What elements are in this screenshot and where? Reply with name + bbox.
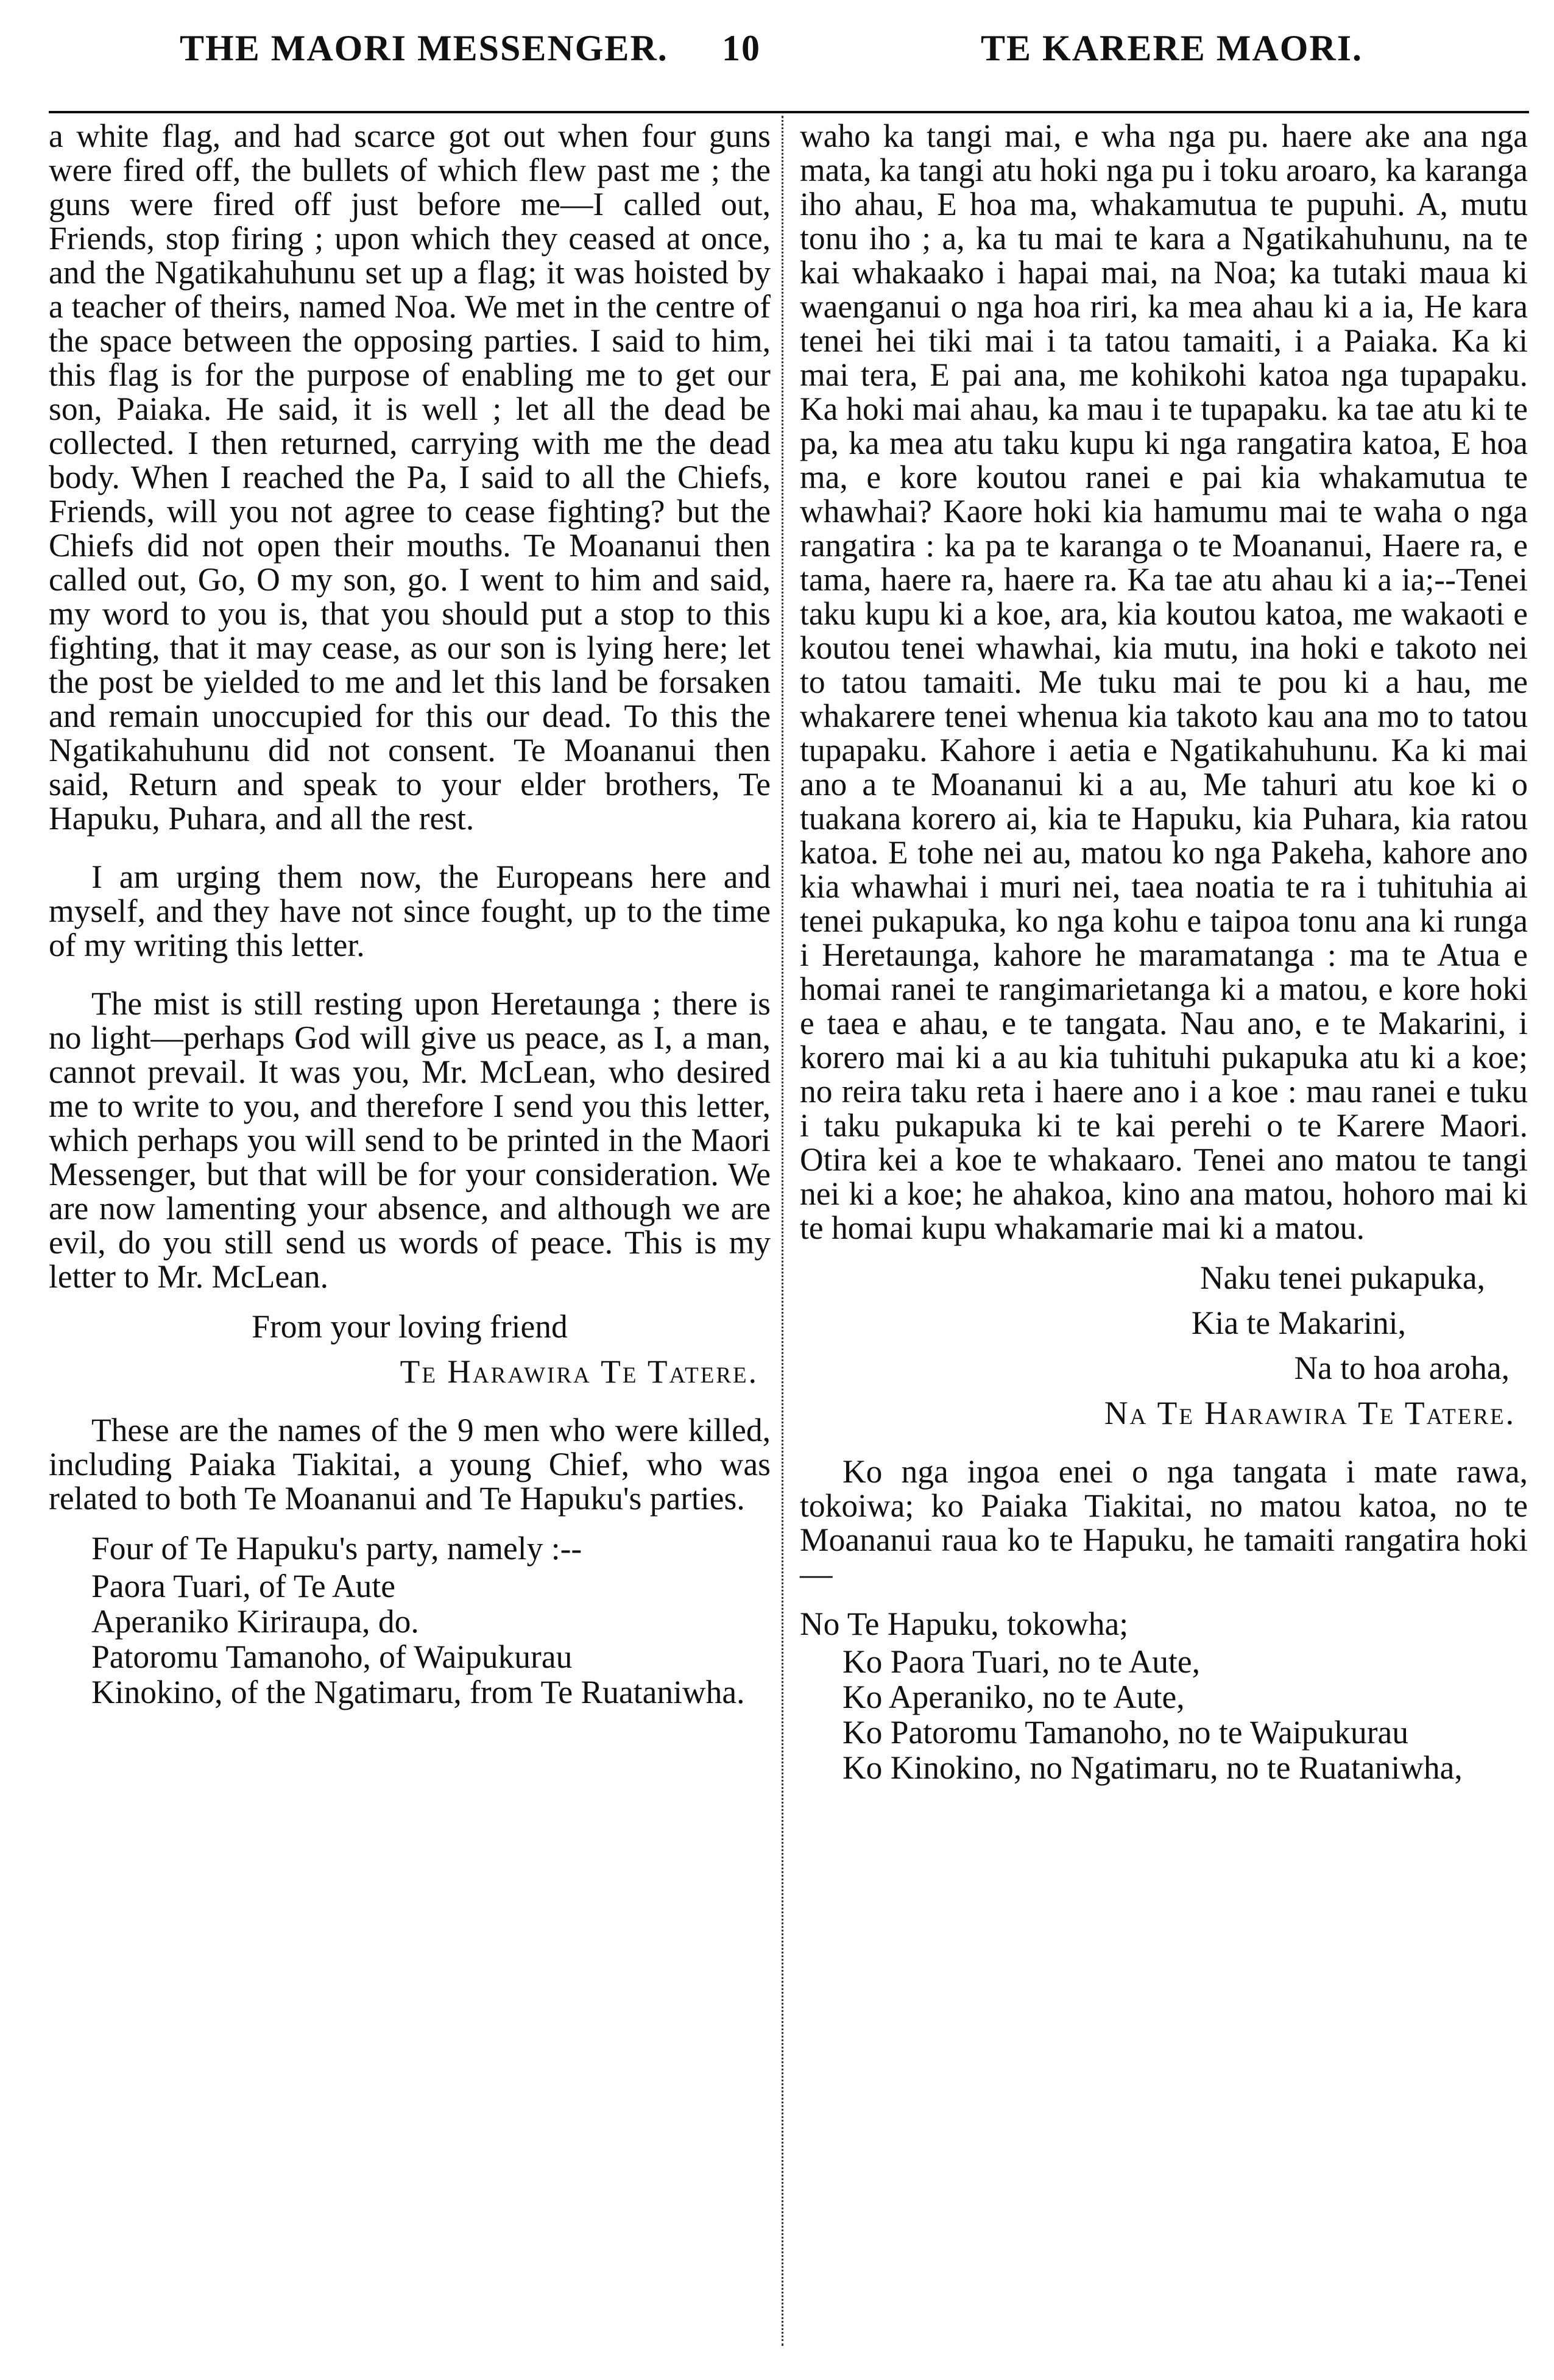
list-item: Kinokino, of the Ngatimaru, from Te Ruataniwha.: [91, 1674, 745, 1710]
english-signature: Te Harawira Te Tatere.: [400, 1353, 758, 1390]
maori-column: [800, 119, 1528, 1786]
english-column: [49, 119, 771, 1710]
list-item: Ko Paora Tuari, no te Aute,: [842, 1643, 1200, 1680]
maori-paragraph-2: Ko nga ingoa enei o nga tangata i mate rawa, tokoiwa; ko Paiaka Tiakitai, no matou katoa, no te Moananui raua ko te Hapuku, he tamaiti rangatira hoki—: [800, 1453, 1528, 1592]
maori-closing-2: Kia te Makarini,: [1191, 1305, 1406, 1341]
english-paragraph-3: The mist is still resting upon Heretaunga ; there is no light—perhaps God will give us peace, as I, a man, cannot prevail. It was you, Mr. McLean, who desired me to write to you, and therefore I send you this letter, which perhaps you will send to be printed in the Maori Messenger, but that will be for your consideration. We are now lamenting your absence, and although we are evil, do you still send us words of peace. This is my letter to Mr. McLean.: [49, 985, 771, 1295]
list-item: Paora Tuari, of Te Aute: [91, 1568, 396, 1604]
list-item: Patoromu Tamanoho, of Waipukurau: [91, 1638, 573, 1675]
list-item: Ko Kinokino, no Ngatimaru, no te Ruataniwha,: [842, 1749, 1463, 1786]
maori-signature: Na Te Harawira Te Tatere.: [1104, 1395, 1516, 1431]
maori-closing-1: Naku tenei pukapuka,: [1200, 1259, 1485, 1296]
page-number: 10: [722, 28, 761, 68]
header-rule: [49, 111, 1529, 113]
english-paragraph-2: I am urging them now, the Europeans here and myself, and they have not since fought, up to the time of my writing this letter.: [49, 859, 771, 963]
maori-title: TE KARERE MAORI.: [981, 28, 1363, 68]
list-item: Ko Patoromu Tamanoho, no te Waipukurau: [842, 1714, 1409, 1751]
column-divider: [782, 116, 783, 2346]
english-names-list: [49, 1569, 771, 1709]
maori-paragraph-1: waho ka tangi mai, e wha nga pu. haere ake ana nga mata, ka tangi atu hoki nga pu i toku aroaro, ka karanga iho ahau, E hoa ma, whakamutua te pupuhi. A, mutu tonu iho ; a, ka tu mai te kara a Ngatikahuhunu, na te kai whakaako i hapai mai, na Noa; ka tutaki maua ki waenganui o nga hoa riri, ka mea ahau ki a ia, He kara tenei hei tiki mai i ta tatou tamaiti, i a Paiaka. Ka ki mai tera, E pai ana, me kohikohi katoa nga tupapaku. Ka hoki mai ahau, ka mau i te tupapaku. ka tae atu ki te pa, ka mea atu taku kupu ki nga rangatira katoa, E hoa ma, e kore koutou ranei e pai kia whakamutua te whawhai? Kaore hoki kia hamumu mai te waha o nga rangatira : ka pa te karanga o te Moananui, Haere ra, e tama, haere ra, haere ra. Ka tae atu ahau ki a ia;--Tenei taku kupu ki a koe, ara, kia koutou katoa, me wakaoti e koutou tenei whawhai, kia mutu, ina hoki e takoto nei to tatou tamaiti. Me tuku mai te pou ki a hau, me whakarere tenei whenua kia takoto kau ana mo to tatou tupapaku. Kahore i aetia e Ngatikahuhunu. Ka ki mai ano a te Moananui ki a au, Me tahuri atu koe ki o tuakana korero ai, kia te Hapuku, kia Puhara, kia ratou katoa. E tohe nei au, matou ko nga Pakeha, kahore ano kia whawhai i muri nei, taea noatia te ra i tuhituhia ai tenei pukapuka, ko nga kohu e taipoa tonu ana ki runga i Heretaunga, kahore he maramatanga : ma te Atua e homai ranei te rangimarietanga ki a matou, e kore hoki e taea e ahau, e te tangata. Nau ano, e te Makarini, i korero mai ki a au kia tuhituhi pukapuka atu ki a koe; no reira taku reta i haere ano i a koe : mau ranei e tuku i taku pukapuka ki te kai perehi o te Karere Maori. Otira kei a koe te whakaaro. Tenei ano matou te tangi nei ki a koe; he ahakoa, kino ana matou, hohoro mai ki te homai kupu whakamarie mai ki a matou.: [800, 118, 1528, 1246]
maori-list-intro: No Te Hapuku, tokowha;: [800, 1606, 1129, 1642]
english-paragraph-1: a white flag, and had scarce got out when four guns were fired off, the bullets of which flew past me ; the guns were fired off just before me—I called out, Friends, stop firing ; upon which they ceased at once, and the Ngatikahuhunu set up a flag; it was hoisted by a teacher of theirs, named Noa. We met in the centre of the space between the opposing parties. I said to him, this flag is for the purpose of enabling me to get our son, Paiaka. He said, it is well ; let all the dead be collected. I then returned, carrying with me the dead body. When I reached the Pa, I said to all the Chiefs, Friends, will you not agree to cease fighting? but the Chiefs did not open their mouths. Te Moananui then called out, Go, O my son, go. I went to him and said, my word to you is, that you should put a stop to this fighting, that it may cease, as our son is lying here; let the post be yielded to me and let this land be forsaken and remain unoccupied for this our dead. To this the Ngatikahuhunu did not consent. Te Moananui then said, Return and speak to your elder brothers, Te Hapuku, Puhara, and all the rest.: [49, 118, 771, 837]
list-item: Aperaniko Kiriraupa, do.: [91, 1603, 419, 1640]
maori-closing-3: Na to hoa aroha,: [1294, 1350, 1510, 1386]
maori-names-list: [800, 1645, 1528, 1785]
english-list-intro: Four of Te Hapuku's party, namely :--: [91, 1530, 582, 1567]
page-header: [0, 0, 1554, 116]
list-item: Ko Aperaniko, no te Aute,: [842, 1679, 1185, 1715]
english-closing: From your loving friend: [252, 1308, 568, 1345]
english-title: THE MAORI MESSENGER.: [180, 28, 668, 68]
english-paragraph-4: These are the names of the 9 men who were killed, including Paiaka Tiakitai, a young Chief, who was related to both Te Moananui and Te Hapuku's parties.: [49, 1412, 771, 1517]
